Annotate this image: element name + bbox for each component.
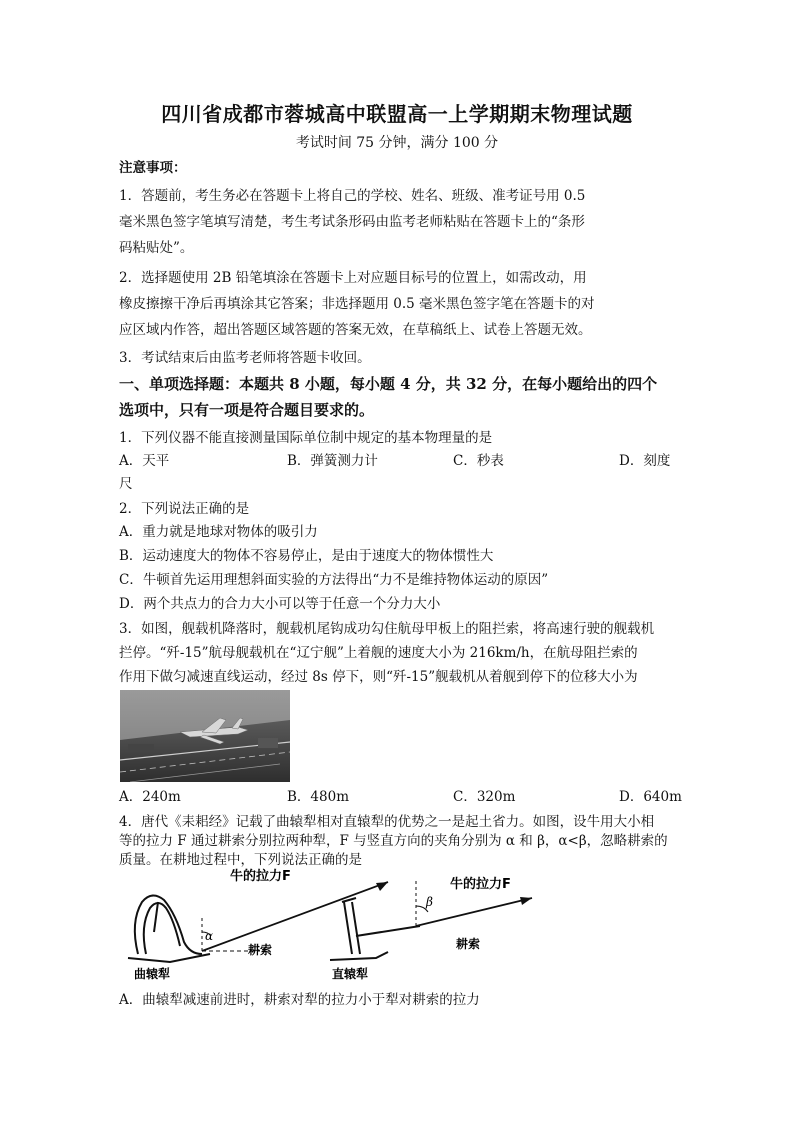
q3-option-a: A．240m: [119, 789, 181, 805]
question-4-stem: 质量。在耕地过程中，下列说法正确的是: [119, 852, 362, 868]
q3-option-d: D．640m: [619, 789, 682, 805]
question-4-stem: 等的拉力 F 通过耕索分别拉两种犁，F 与竖直方向的夹角分别为 α 和 β，α<β，忽略耕索的: [119, 833, 668, 849]
q3-option-c: C．320m: [453, 789, 516, 805]
question-3-stem: 拦停。“歼-15”航母舰载机在“辽宁舰”上着舰的速度大小为 216km/h，在航母阻拦索的: [119, 645, 638, 661]
question-1-stem: 1．下列仪器不能直接测量国际单位制中规定的基本物理量的是: [119, 430, 493, 446]
notice-line: 3．考试结束后由监考老师将答题卡收回。: [119, 350, 371, 366]
left-caption: 曲辕犁: [134, 967, 171, 981]
right-caption: 直辕犁: [332, 967, 369, 981]
notice-line: 应区域内作答，超出答题区域答题的答案无效，在草稿纸上、试卷上答题无效。: [119, 322, 592, 338]
notice-heading: 注意事项：: [119, 160, 187, 176]
right-rope-label: 耕索: [456, 937, 481, 951]
q2-option-c: C．牛顿首先运用理想斜面实验的方法得出“力不是维持物体运动的原因”: [119, 572, 549, 588]
arrowhead-icon: [520, 897, 532, 905]
carrier-jet-photo: [120, 690, 290, 782]
curved-plough-figure: [128, 895, 210, 962]
notice-line: 毫米黑色签字笔填写清楚，考生考试条形码由监考老师粘贴在答题卡上的“条形: [119, 214, 585, 230]
question-4-stem: 4．唐代《耒耜经》记载了曲辕犁相对直辕犁的优势之一是起土省力。如图，设牛用大小相: [119, 814, 655, 830]
q1-option-d: D．刻度: [619, 453, 671, 469]
question-2-stem: 2．下列说法正确的是: [119, 501, 250, 517]
q2-option-d: D．两个共点力的合力大小可以等于任意一个分力大小: [119, 596, 441, 612]
notice-line: 2．选择题使用 2B 铅笔填涂在答题卡上对应题目标号的位置上，如需改动，用: [119, 270, 587, 286]
right-force-arrow: [416, 898, 532, 926]
notice-line: 橡皮擦擦干净后再填涂其它答案；非选择题用 0.5 毫米黑色签字笔在答题卡的对: [119, 296, 595, 312]
section-heading: 选项中，只有一项是符合题目要求的。: [119, 401, 375, 419]
q3-option-b: B．480m: [287, 789, 349, 805]
angle-beta-label: β: [426, 895, 433, 909]
plough-force-diagram: [120, 862, 560, 982]
notice-line: 1．答题前，考生务必在答题卡上将自己的学校、姓名、班级、准考证号用 0.5: [119, 188, 586, 204]
straight-plough-figure: [330, 898, 420, 960]
q1-option-c: C．秒表: [453, 453, 504, 469]
angle-alpha-label: α: [205, 929, 214, 943]
question-3-stem: 3．如图，舰载机降落时，舰载机尾钩成功勾住航母甲板上的阻拦索，将高速行驶的舰载机: [119, 621, 655, 637]
left-force-label: 牛的拉力F: [230, 869, 291, 884]
q2-option-b: B．运动速度大的物体不容易停止，是由于速度大的物体惯性大: [119, 548, 494, 564]
left-force-arrow: [202, 882, 388, 951]
section-heading: 一、单项选择题：本题共 8 小题，每小题 4 分，共 32 分，在每小题给出的四个: [119, 375, 658, 393]
q1-option-d-wrap: 尺: [119, 476, 133, 492]
q1-option-b: B．弹簧测力计: [287, 453, 378, 469]
q1-option-a: A．天平: [119, 453, 170, 469]
notice-line: 码粘贴处”。: [119, 240, 194, 256]
q2-option-a: A．重力就是地球对物体的吸引力: [119, 524, 318, 540]
page-title: 四川省成都市蓉城高中联盟高一上学期期末物理试题: [161, 102, 633, 126]
arrowhead-icon: [376, 882, 388, 891]
question-3-stem: 作用下做匀减速直线运动，经过 8s 停下，则“歼-15”舰载机从着舰到停下的位移大小为: [119, 669, 638, 685]
right-force-label: 牛的拉力F: [450, 877, 511, 892]
exam-info: 考试时间 75 分钟，满分 100 分: [295, 135, 499, 151]
q4-option-a: A．曲辕犁减速前进时，耕索对犁的拉力小于犁对耕索的拉力: [119, 992, 480, 1008]
left-rope-label: 耕索: [248, 943, 273, 957]
